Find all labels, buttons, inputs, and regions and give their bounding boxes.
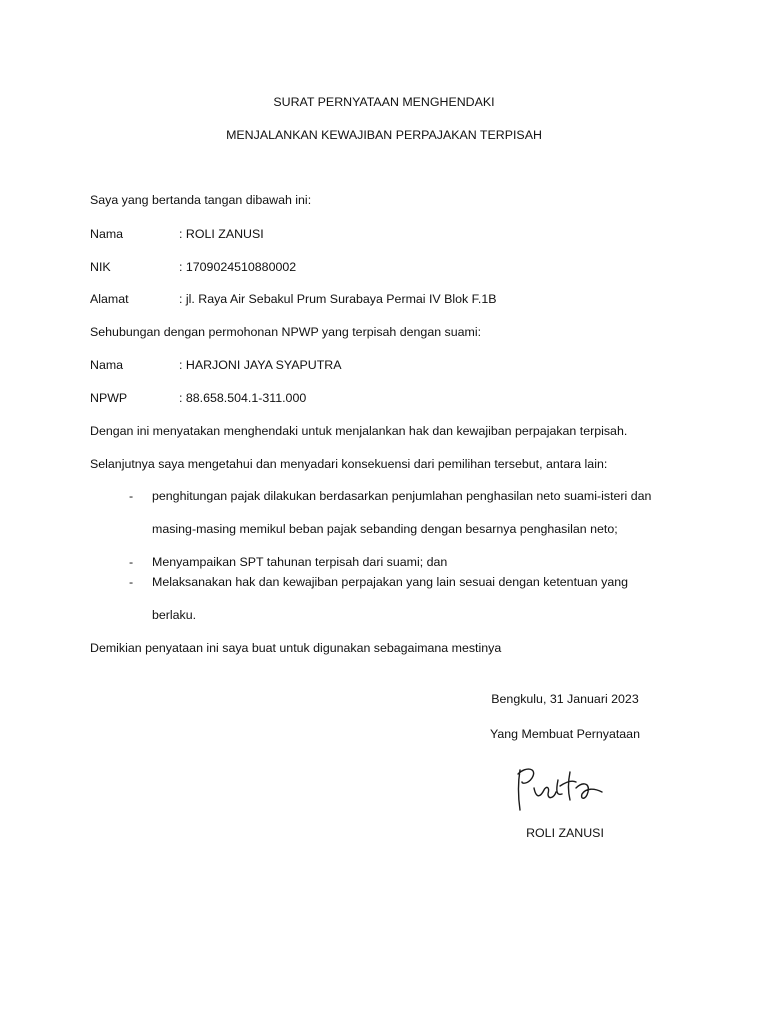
consequence-intro: Selanjutnya saya mengetahui dan menyadari konsekuensi dari pemilihan tersebut, antara lain:	[90, 457, 608, 471]
consequence-item-3-line-1: Melaksanakan hak dan kewajiban perpajakan yang lain sesuai dengan ketentuan yang	[152, 575, 629, 589]
signer-title: Yang Membuat Pernyataan	[490, 727, 640, 741]
declarant-name-value: : ROLI ZANUSI	[179, 227, 264, 241]
intro-text: Saya yang bertanda tangan dibawah ini:	[90, 193, 312, 207]
husband-npwp-label: NPWP	[90, 391, 128, 405]
closing-text: Demikian penyataan ini saya buat untuk digunakan sebagaimana mestinya	[90, 641, 502, 655]
declarant-name-label: Nama	[90, 227, 124, 241]
relation-text: Sehubungan dengan permohonan NPWP yang terpisah dengan suami:	[90, 325, 482, 339]
consequence-item-3-line-2: berlaku.	[152, 608, 197, 622]
declarant-nik-value: : 1709024510880002	[179, 260, 297, 274]
bullet-dash-1: -	[129, 489, 134, 503]
title-line-2: MENJALANKAN KEWAJIBAN PERPAJAKAN TERPISAH	[226, 128, 542, 142]
husband-npwp-value: : 88.658.504.1-311.000	[179, 391, 307, 405]
consequence-item-1-line-2: masing-masing memikul beban pajak sebanding dengan besarnya penghasilan neto;	[152, 522, 618, 536]
husband-name-label: Nama	[90, 358, 124, 372]
bullet-dash-3: -	[129, 575, 134, 589]
declarant-address-label: Alamat	[90, 292, 129, 306]
consequence-item-1-line-1: penghitungan pajak dilakukan berdasarkan penjumlahan penghasilan neto suami-isteri dan	[152, 489, 652, 503]
statement-text: Dengan ini menyatakan menghendaki untuk menjalankan hak dan kewajiban perpajakan terpisah.	[90, 424, 628, 438]
signer-name: ROLI ZANUSI	[526, 826, 604, 840]
place-date: Bengkulu, 31 Januari 2023	[491, 692, 639, 706]
signature-image	[510, 758, 610, 818]
bullet-dash-2: -	[129, 555, 134, 569]
consequence-item-2: Menyampaikan SPT tahunan terpisah dari suami; dan	[152, 555, 448, 569]
title-line-1: SURAT PERNYATAAN MENGHENDAKI	[273, 95, 495, 109]
declarant-nik-label: NIK	[90, 260, 111, 274]
declarant-address-value: : jl. Raya Air Sebakul Prum Surabaya Permai IV Blok F.1B	[179, 292, 497, 306]
husband-name-value: : HARJONI JAYA SYAPUTRA	[179, 358, 342, 372]
